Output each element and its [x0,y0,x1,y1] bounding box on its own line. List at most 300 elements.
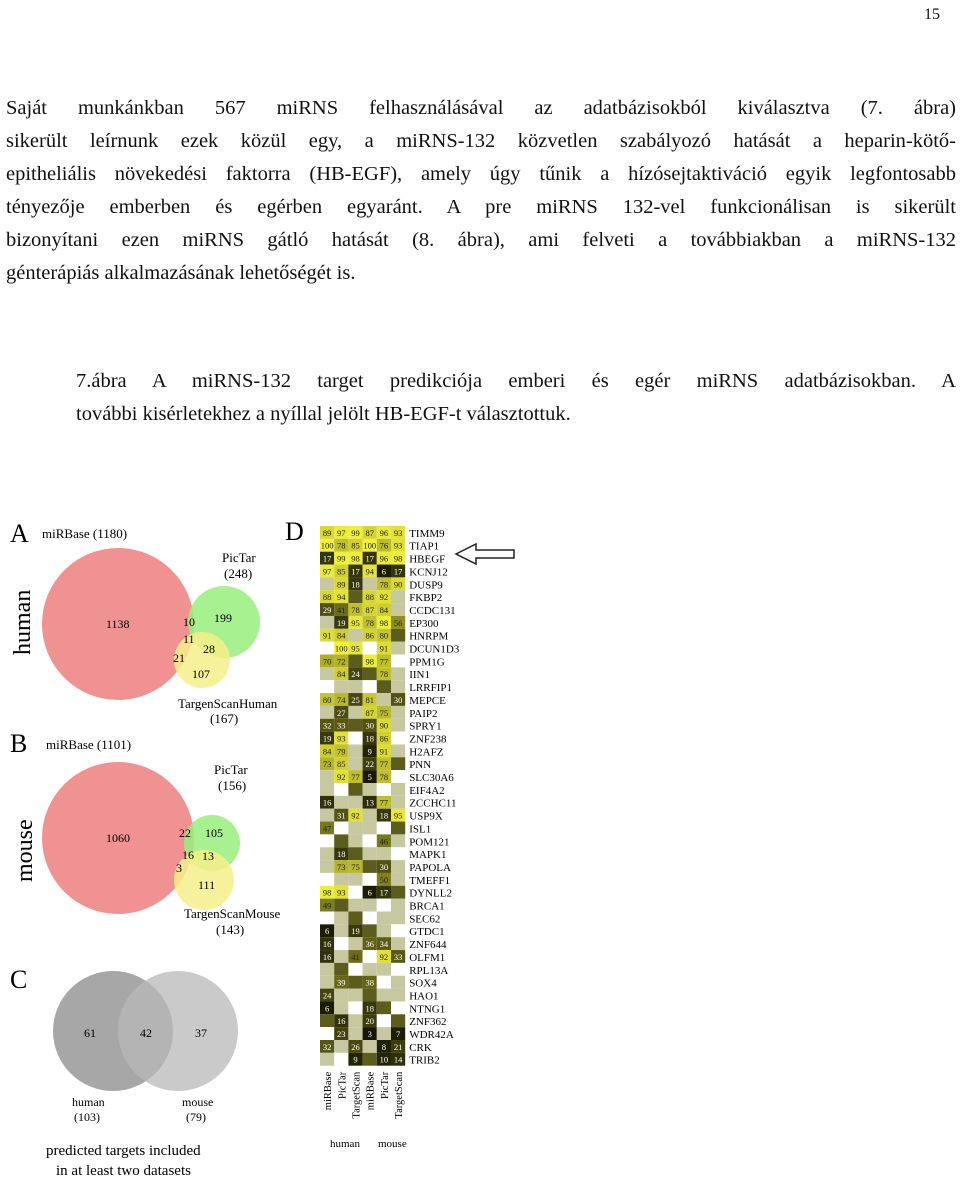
heatmap-cell-value: 18 [365,733,374,744]
gene-label: TIAP1 [409,540,440,553]
column-label: PicTar [379,1071,391,1099]
heatmap-cell-value: 33 [337,720,346,731]
heatmap-cell-value: 9 [353,1054,358,1065]
heatmap-cell-value: 94 [337,592,346,603]
heatmap-cell [320,770,334,783]
heatmap-cell-value: 18 [351,579,360,590]
heatmap-cell-value: 36 [365,939,374,950]
heatmap-column-labels [323,1071,405,1119]
heatmap-cell-value: 75 [379,707,389,718]
heatmap-cell-value: 7 [395,1029,401,1039]
heatmap-cell [348,1014,362,1027]
heatmap-cell-value: 25 [351,694,360,705]
heatmap-cell [391,719,405,732]
heatmap-cell-value: 81 [365,694,374,705]
heatmap-cell [391,976,405,989]
heatmap-cell-value: 85 [337,759,346,770]
gene-label: TRIB2 [409,1054,440,1067]
venn-region-value: 1138 [106,617,130,631]
heatmap-cell [334,873,348,886]
heatmap-cell-value: 73 [322,759,332,770]
heatmap-cell-value: 98 [365,656,374,667]
heatmap-cell-value: 91 [379,643,389,654]
heatmap-cell [348,655,362,668]
heatmap-cell [377,912,391,925]
gene-label: RPL13A [409,964,449,977]
heatmap-cell-value: 91 [379,746,389,757]
heatmap-cell [348,847,362,860]
paragraph-line: epitheliális növekedési faktorra (HB-EGF), amely úgy tűnik a hízósejtaktiváció egyik legfontosabb [6,163,956,185]
gene-label: SPRY1 [409,720,442,733]
heatmap-cell-value: 96 [379,527,389,538]
heatmap-cell-value: 17 [379,887,389,898]
venn-region-value: 1060 [106,831,130,845]
heatmap-cell-value: 34 [379,939,389,950]
heatmap-cell [320,680,334,693]
heatmap-cell [320,616,334,629]
heatmap-cell [348,796,362,809]
heatmap-cell-value: 86 [379,733,389,744]
heatmap-cell [348,989,362,1002]
heatmap-cell [348,886,362,899]
figure-7 [0,510,960,1182]
heatmap-cell [348,1027,362,1040]
heatmap-cell [348,719,362,732]
paragraph-line: Saját munkánkban 567 miRNS felhasználásával az adatbázisokból kiválasztva (7. ábra) [6,97,956,119]
heatmap-cell [334,924,348,937]
heatmap-cell [334,1040,348,1053]
heatmap-cell [377,847,391,860]
heatmap-cell [391,937,405,950]
heatmap-cell-value: 49 [322,900,332,911]
heatmap-cell [334,1001,348,1014]
page-number: 15 [924,6,940,23]
gene-label: HBEGF [409,553,446,566]
venn-region-value: 16 [182,848,194,862]
heatmap-cell-value: 14 [393,1054,403,1065]
heatmap-cell-value: 77 [379,759,389,770]
heatmap-cell [348,629,362,642]
caption-line: 7.ábra A miRNS-132 target predikciója emberi és egér miRNS adatbázisokban. A [76,370,956,392]
heatmap-cell-value: 90 [379,720,389,731]
panel-a-set3-count: (167) [210,711,239,726]
heatmap-cell [363,1053,377,1066]
heatmap-cell-value: 94 [365,566,374,577]
heatmap-cell-value: 16 [322,951,332,962]
heatmap-cell-value: 38 [365,977,374,988]
heatmap-cell-value: 10 [379,1054,389,1065]
gene-label: ZNF238 [409,733,447,746]
heatmap-cell-value: 6 [367,887,372,898]
gene-label: SOX4 [409,977,437,990]
heatmap-cell-value: 87 [365,527,374,538]
gene-label: PPM1G [409,656,445,669]
heatmap-cell [348,680,362,693]
panel-d [285,517,514,1150]
heatmap-cell [334,1053,348,1066]
heatmap-cell-value: 84 [337,630,346,641]
heatmap-cell-value: 84 [379,604,389,615]
heatmap-cell [320,809,334,822]
heatmap-cell-value: 30 [379,861,389,872]
panel-a-set2-count: (248) [224,566,253,581]
heatmap-cell-value: 30 [365,720,374,731]
panel-a-set2-label: PicTar [222,550,256,565]
gene-label: TIMM9 [409,527,445,540]
panel-b-set3-count: (143) [216,922,245,937]
heatmap-cell-value: 16 [322,939,332,950]
paragraph-line: génterápiás alkalmazásának lehetőségét is. [6,262,356,284]
heatmap-cell-value: 31 [337,810,346,821]
heatmap-cell-value: 98 [351,553,360,564]
gene-label: GTDC1 [409,926,445,939]
heatmap-cell-value: 8 [381,1041,387,1052]
gene-label: PNN [409,759,432,772]
panel-a-letter: A [10,519,29,548]
heatmap-cell [348,706,362,719]
heatmap-cell [348,1001,362,1014]
highlight-arrow-icon [456,544,514,564]
heatmap-cell-value: 93 [393,540,403,551]
heatmap-cell-value: 96 [379,553,389,564]
panel-a [10,519,278,726]
heatmap-cell [391,732,405,745]
heatmap-cell-value: 50 [379,874,389,885]
heatmap-cell [391,822,405,835]
heatmap-cell [320,667,334,680]
heatmap-cell [320,783,334,796]
heatmap-cell [391,590,405,603]
gene-label: MAPK1 [409,849,447,862]
panel-d-letter: D [285,517,304,546]
heatmap-cell-value: 100 [363,540,377,551]
heatmap-cell [391,642,405,655]
heatmap-cell-value: 92 [351,810,360,821]
heatmap-cell [320,912,334,925]
heatmap-cell [363,809,377,822]
panel-c [10,965,238,1179]
heatmap-cell [334,989,348,1002]
heatmap-cell [391,899,405,912]
venn-region-value: 105 [205,826,223,840]
gene-label: CCDC131 [409,604,456,617]
heatmap-cell [363,834,377,847]
heatmap-cell-value: 98 [322,887,332,898]
paragraph-line: tényezője emberben és egérben egyaránt. A pre miRNS 132-vel funkcionálisan is sikerült [6,196,956,218]
heatmap-cell-value: 97 [337,527,346,538]
heatmap-cell [377,899,391,912]
heatmap-cell [334,950,348,963]
heatmap-cell-value: 13 [365,797,374,808]
heatmap-cell-value: 24 [351,669,360,680]
gene-label: H2AFZ [409,746,444,759]
heatmap-cell [363,667,377,680]
heatmap-cell-value: 91 [322,630,332,641]
heatmap-cell [348,590,362,603]
gene-label: DCUN1D3 [409,643,460,656]
heatmap-cell [363,924,377,937]
panel-b [10,729,281,937]
gene-label: POM121 [409,836,450,849]
venn-region-value: 28 [203,642,215,656]
heatmap-cell-value: 32 [322,720,332,731]
heatmap-cell-value: 87 [365,707,374,718]
heatmap-cell [363,822,377,835]
gene-label: HNRPM [409,630,449,643]
heatmap-cell [391,655,405,668]
panel-c-left-count: (103) [74,1110,100,1124]
heatmap-cell-value: 39 [337,977,346,988]
paragraph-line: sikerült leírnunk ezek közül egy, a miRNS-132 közvetlen szabályozó hatását a heparin-kötő- [6,130,956,152]
venn-region-value: 107 [192,667,210,681]
heatmap-cell-value: 56 [393,617,403,628]
heatmap-cell [334,796,348,809]
gene-label: SEC62 [409,913,441,926]
gene-label: ZNF362 [409,1016,447,1029]
heatmap-cell-value: 89 [337,579,346,590]
heatmap-cell [391,912,405,925]
heatmap-cell-value: 23 [337,1029,346,1039]
venn-region-value: 10 [183,615,195,629]
heatmap-cell [391,757,405,770]
heatmap-cell [363,912,377,925]
heatmap-cell [377,680,391,693]
heatmap-cell [391,783,405,796]
heatmap-cell [377,976,391,989]
column-label: TargetScan [351,1071,363,1119]
gene-label: DUSP9 [409,579,443,592]
heatmap-cell-value: 100 [334,643,348,654]
caption-line: további kisérletekhez a nyíllal jelölt HB-EGF-t választottuk. [76,403,571,425]
heatmap-cell [334,937,348,950]
heatmap-cell-value: 77 [379,797,389,808]
heatmap-cell [348,732,362,745]
gene-label: ISL1 [409,823,432,836]
heatmap-cell-value: 90 [393,579,403,590]
heatmap-cell [334,680,348,693]
venn-region-value: 61 [84,1026,96,1040]
heatmap-cell [334,834,348,847]
heatmap-cell-value: 84 [337,669,346,680]
heatmap-cell [320,963,334,976]
heatmap-cell-value: 78 [379,772,389,782]
heatmap-cell-value: 17 [393,566,403,577]
heatmap-cell [348,899,362,912]
panel-c-note-line1: predicted targets included [46,1143,201,1159]
heatmap-cell [363,680,377,693]
heatmap-cell-value: 97 [322,566,332,577]
heatmap-cell-value: 22 [365,759,374,770]
heatmap-cell-value: 9 [367,746,372,757]
heatmap-cell-value: 19 [351,926,360,937]
heatmap-cell [391,963,405,976]
gene-label-column [409,528,460,1067]
gene-label: IIN1 [409,669,430,682]
heatmap-cell-value: 30 [393,694,403,705]
heatmap-cell [320,642,334,655]
heatmap-cell [348,783,362,796]
gene-label: OLFM1 [409,951,446,964]
heatmap-cell [320,1027,334,1040]
heatmap-cell-value: 85 [351,540,360,551]
heatmap-cell-value: 6 [381,566,387,577]
gene-label: PAIP2 [409,707,438,720]
venn-region-value: 13 [202,849,214,863]
heatmap-cell [348,822,362,835]
heatmap-cell [348,757,362,770]
heatmap-cell [391,860,405,873]
panel-b-side-label: mouse [12,819,38,882]
panel-a-set3-label: TargenScanHuman [178,696,278,711]
heatmap-cell [391,706,405,719]
venn-region-value: 22 [179,826,191,840]
heatmap-cell-value: 6 [324,926,330,937]
heatmap-cell [320,860,334,873]
heatmap-cell-value: 16 [322,797,332,808]
heatmap-cell [363,1040,377,1053]
heatmap-cell [377,924,391,937]
heatmap-cell-value: 32 [322,1041,332,1052]
gene-label: FKBP2 [409,592,443,605]
heatmap-cell-value: 72 [337,656,346,667]
heatmap-cell-value: 93 [337,887,346,898]
heatmap-cell [391,1014,405,1027]
heatmap-cell [377,989,391,1002]
gene-label: TMEFF1 [409,874,451,887]
gene-label: USP9X [409,810,443,823]
venn-region-value: 3 [176,861,182,875]
panel-c-right-count: (79) [186,1110,206,1124]
heatmap-cell [363,847,377,860]
gene-label: ZNF644 [409,939,447,952]
heatmap-cell-value: 78 [379,669,389,680]
heatmap-cell [334,783,348,796]
column-label: TargetScan [394,1071,406,1119]
heatmap-cell [320,577,334,590]
heatmap-cell-value: 89 [322,527,332,538]
gene-label: HAO1 [409,990,439,1003]
heatmap-cell [334,963,348,976]
heatmap-cell [391,847,405,860]
heatmap-cell-value: 5 [367,772,372,782]
heatmap-cell [391,667,405,680]
gene-label: SLC30A6 [409,772,454,784]
heatmap-cell-value: 79 [337,746,346,757]
panel-b-set1-label: miRBase (1101) [46,737,132,752]
gene-label: PAPOLA [409,861,451,874]
heatmap-cell-value: 95 [351,643,360,654]
heatmap-cell [348,937,362,950]
panel-b-letter: B [10,729,28,758]
heatmap-cell-value: 6 [324,1003,330,1014]
heatmap-cell-value: 93 [337,733,346,744]
panel-b-set2-count: (156) [218,778,247,793]
column-label: PicTar [337,1071,349,1099]
heatmap-cell-value: 18 [365,1003,374,1014]
gene-label: MEPCE [409,694,446,707]
heatmap-cell [334,899,348,912]
heatmap-cell-value: 20 [365,1016,374,1027]
heatmap-cell [363,642,377,655]
heatmap-cell [391,1001,405,1014]
heatmap-cell [363,783,377,796]
heatmap-cell-value: 93 [393,527,403,538]
gene-label: LRRFIP1 [409,682,452,695]
heatmap-cell [363,950,377,963]
heatmap-cell-value: 88 [322,592,332,603]
heatmap-cell [377,1001,391,1014]
heatmap-cell [320,976,334,989]
heatmap-cell-value: 76 [379,540,389,551]
heatmap-cell-value: 98 [379,617,389,628]
heatmap-cell [391,796,405,809]
heatmap-cell-value: 74 [337,694,346,705]
heatmap-cell [348,834,362,847]
column-label: miRBase [365,1071,377,1111]
heatmap-cell [391,603,405,616]
venn-region-value: 21 [173,651,185,665]
panel-b-set3-label: TargenScanMouse [184,906,281,921]
heatmap-cell [320,873,334,886]
heatmap-cell-value: 18 [337,849,346,860]
heatmap-cell-value: 73 [337,861,346,872]
gene-label: CRK [409,1041,432,1054]
heatmap-cell-value: 100 [320,540,334,551]
heatmap-cell-value: 78 [351,604,360,615]
venn-region-value: 37 [195,1026,207,1040]
heatmap-cell-value: 21 [393,1041,403,1052]
gene-label: ZCCHC11 [409,797,457,810]
heatmap-cell [377,693,391,706]
panel-c-left-label: human [72,1095,105,1109]
figure-caption [76,365,956,431]
heatmap-cell [363,989,377,1002]
heatmap-cell [391,886,405,899]
gene-label: KCNJ12 [409,566,448,579]
heatmap-cell-value: 92 [337,772,346,782]
heatmap-cell-value: 78 [337,540,346,551]
venn-region-value: 111 [198,878,216,892]
heatmap-cell [334,912,348,925]
heatmap-cell [377,963,391,976]
heatmap-cell-value: 98 [393,553,403,564]
gene-label: BRCA1 [409,900,445,913]
heatmap-cell [377,1014,391,1027]
heatmap-cell [391,680,405,693]
panel-c-letter: C [10,965,28,994]
panel-c-right-label: mouse [182,1095,214,1109]
heatmap-cell-value: 18 [379,810,389,821]
heatmap-cell-value: 33 [393,951,403,962]
heatmap-cell-value: 3 [367,1029,372,1039]
heatmap-cell [377,1027,391,1040]
heatmap-cell-value: 19 [322,733,332,744]
heatmap-cell-value: 88 [365,592,374,603]
heatmap-cell-value: 80 [322,694,332,705]
heatmap-cell-value: 19 [337,617,346,628]
heatmap-cell [391,834,405,847]
heatmap-cell-value: 27 [337,707,346,718]
heatmap-cell [320,1014,334,1027]
heatmap-cell-value: 92 [379,951,389,962]
heatmap-cell [363,873,377,886]
heatmap-cell [391,989,405,1002]
venn-region-value: 11 [183,632,195,646]
heatmap-cell [320,834,334,847]
heatmap-cell-value: 84 [322,746,332,757]
heatmap-cell-value: 78 [379,579,389,590]
venn-region-value: 199 [214,611,232,625]
